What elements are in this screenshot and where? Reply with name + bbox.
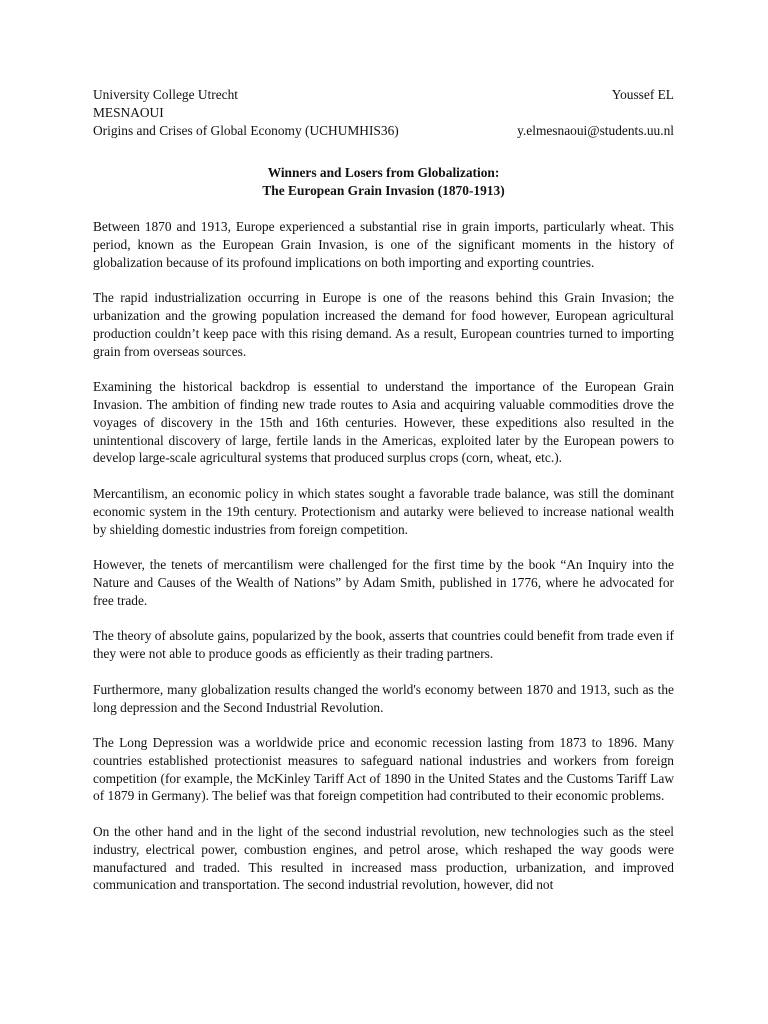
document-body (93, 86, 674, 894)
title-line-2: The European Grain Invasion (1870-1913) (262, 183, 505, 199)
paragraph: The theory of absolute gains, popularized by the book, asserts that countries could benefit from trade even if they were not able to produce goods as efficiently as their trading partners. (93, 628, 674, 662)
author-email: y.elmesnaoui@students.uu.nl (517, 122, 674, 138)
title-line-1: Winners and Losers from Globalization: (267, 165, 500, 181)
header-row-3 (93, 122, 674, 140)
paragraph: Mercantilism, an economic policy in which states sought a favorable trade balance, was still the dominant economic system in the 19th century. Protectionism and autarky were believed to increase national wealth by shielding domestic industries from foreign competition. (93, 485, 674, 537)
paragraph: Furthermore, many globalization results changed the world's economy between 1870 and 1913, such as the long depression and the Second Industrial Revolution. (93, 681, 674, 715)
paragraph: The rapid industrialization occurring in Europe is one of the reasons behind this Grain Invasion; the urbanization and the growing population increased the demand for food however, European agricultural production couldn’t keep pace with this rising demand. As a result, European countries turned to importing grain from overseas sources. (93, 290, 674, 359)
paragraph: However, the tenets of mercantilism were challenged for the first time by the book “An Inquiry into the Nature and Causes of the Wealth of Nations” by Adam Smith, published in 1776, where he advocated for free trade. (93, 557, 674, 608)
header-row-1 (93, 86, 674, 104)
header-block (93, 86, 674, 139)
institution: University College Utrecht (93, 87, 239, 102)
paragraph: Between 1870 and 1913, Europe experienced a substantial rise in grain imports, particularly wheat. This period, known as the European Grain Invasion, is one of the significant moments in the history of globalization because of its profound implications on both importing and exporting countries. (93, 218, 674, 270)
author-first-name: Youssef EL (611, 87, 674, 102)
paragraph: Examining the historical backdrop is essential to understand the importance of the European Grain Invasion. The ambition of finding new trade routes to Asia and acquiring valuable commodities drove the voyages of discovery in the 15th and 16th centuries. However, these expeditions also resulted in the unintentional discovery of large, fertile lands in the Americas, exploited later by the European powers to develop large-scale agricultural systems that produced surplus crops (corn, wheat, etc.). (93, 379, 674, 466)
course-name: Origins and Crises of Global Economy (UCHUMHIS36) (93, 122, 399, 138)
author-last-name: MESNAOUI (93, 104, 164, 120)
paragraph: On the other hand and in the light of the second industrial revolution, new technologies such as the steel industry, electrical power, combustion engines, and petrol arose, which reshaped the way goods were manufactured and traded. This resulted in increased mass production, urbanization, and improved communication and transportation. The second industrial revolution, however, did not (93, 824, 674, 893)
document-title (93, 164, 674, 200)
paragraph: The Long Depression was a worldwide price and economic recession lasting from 1873 to 1896. Many countries established protectionist measures to safeguard national industries and workers from foreign competition (for example, the McKinley Tariff Act of 1890 in the United States and the Customs Tariff Law of 1879 in Germany). The belief was that foreign competition had contributed to their economic problems. (93, 735, 674, 804)
